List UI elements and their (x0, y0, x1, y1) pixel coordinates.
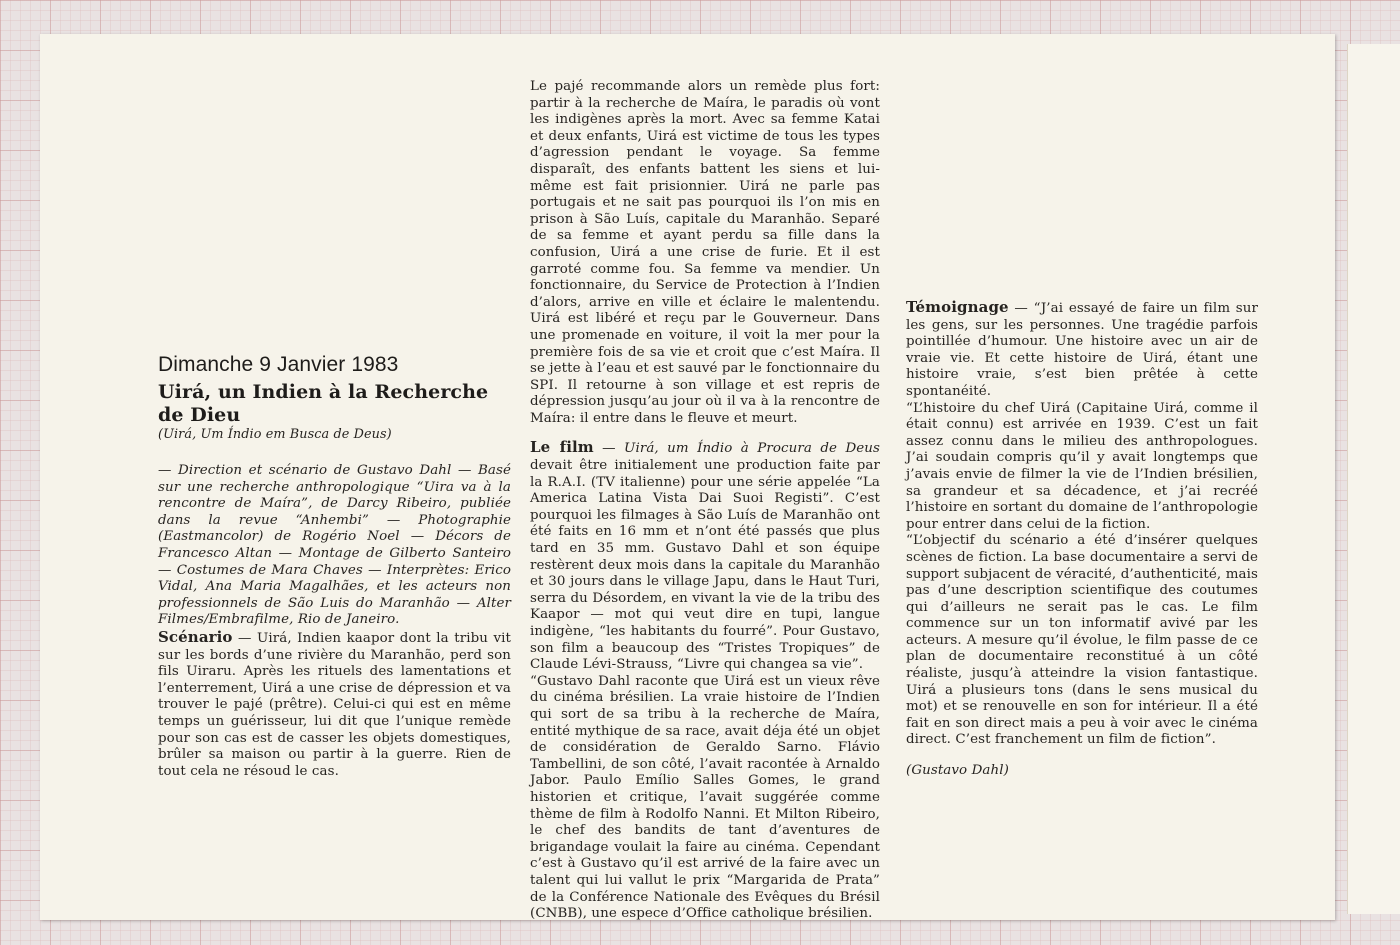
film-credits: — Direction et scénario de Gustavo Dahl — Basé sur une recherche anthropologique “Uira va à la rencontre de Maíra”, de Darcy Ribeiro, publiée dans la revue “Anhembi” — Photographie (Eastmancolor) de Rogério Noel — Décors de Francesco Altan — Montage de Gilberto Santeiro — Costumes de Mara Chaves — Interprètes: Erico Vidal, Ana Maria Magalhães, et les acteurs non professionnels de São Luis do Maranhão — Alter Filmes/Embrafilme, Rio de Janeiro. (158, 463, 511, 628)
film-title: Uirá, un Indien à la Recherche de Dieu (158, 381, 489, 426)
le-film-original-title: — Uirá, um Índio à Procura de Deus (593, 441, 881, 457)
column-right (906, 299, 1258, 780)
original-title: (Uirá, Um Índio em Busca de Deus) (158, 427, 392, 442)
le-film-heading: Le film (530, 438, 594, 457)
temoignage-heading: Témoignage (906, 298, 1009, 316)
le-film-text: devait être initialement une production faite par la R.A.I. (TV italienne) pour une série appelée “La America Latina Vista Dai Suoi Registi”. C’est pourquoi les filmages à São Luís de Maranhão ont été faits en 16 mm et n’ont été passés que plus tard en 35 mm. Gustavo Dahl et son équipe restèrent deux mois dans la capitale du Maranhão et 30 jours dans le village Japu, dans le Haut Turi, serra du Désordem, en vivant la vie de la tribu des Kaapor — mot qui veut dire en tupi, langue indigène, “les habitants du fourré”. Pour Gustavo, son film a beaucoup des “Tristes Tropiques” de Claude Lévi-Strauss, “Livre qui changea sa vie”. (530, 458, 880, 673)
temoignage-text-1: — “J’ai essayé de faire un film sur les gens, sur les personnes. Une tragédie parfois pointillée d’humour. Une histoire avec un air de vraie vie. Et cette histoire de Uirá, étant une histoire vraie, s’est bien prêtée à cette spontanéité. (906, 301, 1258, 399)
le-film-paragraph-2: “Gustavo Dahl raconte que Uirá est un vieux rêve du cinéma brésilien. La vraie histoire de l’Indien qui sort de sa tribu à la recherche de Maíra, entité mythique de sa race, avait déja été un objet de considération de Geraldo Sarno. Flávio Tambellini, de son côté, l’avait racontée à Arnaldo Jabor. Paulo Emílio Salles Gomes, le grand historien et critique, l’avait suggérée comme thème de film à Rodolfo Nanni. Et Milton Ribeiro, le chef des bandits de tant d’aventures de brigandage voulait la faire au cinéma. Cependant c’est à Gustavo qu’il est arrivé de la faire avec un talent qui lui vallut le prix “Margarida de Prata” de la Conférence Nationale des Evêques du Brésil (CNBB), une espece d’Office catholique brésilien. (530, 673, 880, 922)
temoignage-paragraph-3: “L’objectif du scénario a été d’insérer quelques scènes de fiction. La base documentaire a servi de support subjacent de véracité, d’authenticité, mais pas d’une description scientifique des coutumes qui d’ailleurs ne serait pas le cas. Le film commence sur un ton informatif avivé par les acteurs. A mesure qu’il évolue, le film passe de ce plan de documentaire reconstitué à un côté réaliste, jusqu’à atteindre la vision fantastique. Uirá a plusieurs tons (dans le sens musical du mot) et se renouvelle en son for intérieur. Il a été fait en son direct mais a peu à voir avec le cinéma direct. C’est franchement un film de fiction”. (906, 533, 1258, 748)
temoignage-paragraph-1 (906, 299, 1258, 401)
scenario-continued: Le pajé recommande alors un remède plus fort: partir à la recherche de Maíra, le paradis où vont les indigènes après la mort. Avec sa femme Katai et deux enfants, Uirá est victime de tous les types d’agression pendant le voyage. Sa femme disparaît, des enfants battent les siens et lui-même est fait prisionnier. Uirá ne parle pas portugais et ne sait pas pourquoi ils l’on mis en prison à São Luís, capitale du Maranhão. Separé de sa femme et ayant perdu sa fille dans la confusion, Uirá a une crise de furie. Et il est garroté comme fou. Sa femme va mendier. Un fonctionnaire, du Service de Protection à l’Indien d’alors, arrive en ville et éclaire le malentendu. Uirá est libéré et reçu par le Gouverneur. Dans une promenade en voiture, il voit la mer pour la première fois de sa vie et croit que c’est Maíra. Il se jette à l’eau et est sauvé par le fonctionnaire du SPI. Il retourne à son village et est repris de dépression jusqu’au jour où il va à la rencontre de Maíra: il entre dans le fleuve et meurt. (530, 79, 880, 426)
adjacent-page-edge (1347, 44, 1400, 914)
document-page (40, 34, 1335, 920)
scenario-text: — Uirá, Indien kaapor dont la tribu vit sur les bords d’une rivière du Maranhão, perd son fils Uiraru. Après les rituels des lamentations et l’enterrement, Uirá a une crise de dépression et va trouver le pajé (prêtre). Celui-ci qui est en même temps un guérisseur, lui dit que l’unique remède pour son cas est de casser les objets domestiques, brûler sa maison ou partir à la guerre. Rien de tout cela ne résoud le cas. (158, 630, 511, 779)
le-film-paragraph (530, 439, 880, 673)
program-date: Dimanche 9 Janvier 1983 (158, 353, 399, 376)
scenario-paragraph (158, 629, 511, 780)
scenario-heading: Scénario (158, 627, 233, 646)
author-signature: (Gustavo Dahl) (906, 763, 1009, 779)
column-middle (530, 79, 880, 923)
temoignage-paragraph-2: “L’histoire du chef Uirá (Capitaine Uirá, comme il était connu) est arrivée en 1939. C’est un fait assez connu dans le milieu des anthropologues. J’ai soudain compris qu’il y avait longtemps que j’avais envie de filmer la vie de l’Indien brésilien, sa grandeur et sa décadence, et j’ai recréé l’histoire en sortant du domaine de l’anthropologie pour entrer dans celui de la fiction. (906, 400, 1258, 532)
column-left (158, 353, 511, 780)
